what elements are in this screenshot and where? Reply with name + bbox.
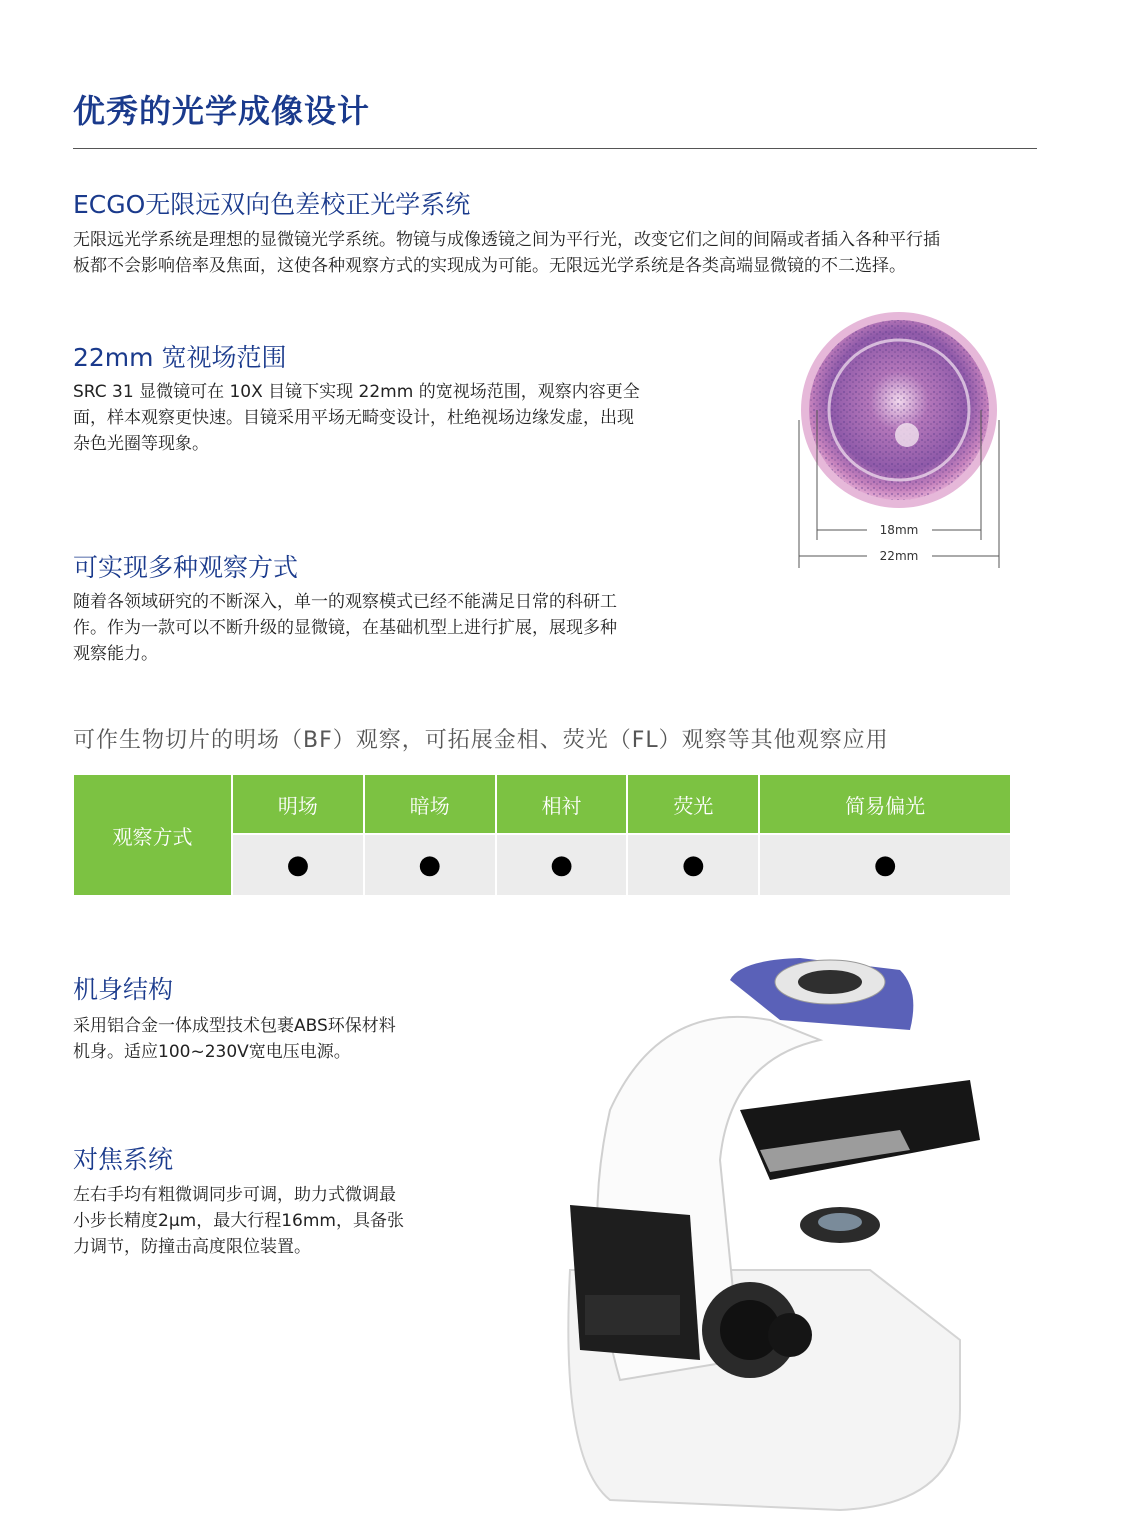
column-header: 明场: [232, 774, 364, 834]
observation-caption: 可作生物切片的明场（BF）观察，可拓展金相、荧光（FL）观察等其他观察应用: [73, 728, 889, 753]
section-heading-focus: 对焦系统: [73, 1145, 174, 1174]
inner-diameter-label: 18mm: [879, 523, 919, 537]
column-header: 暗场: [364, 774, 496, 834]
section-body-optics: [73, 227, 1053, 279]
body-line: 小步长精度2μm，最大行程16mm，具备张: [73, 1211, 404, 1231]
outer-diameter-label: 22mm: [879, 549, 919, 563]
body-line: 采用铝合金一体成型技术包裹ABS环保材料: [73, 1016, 396, 1036]
column-header: 简易偏光: [759, 774, 1011, 834]
section-heading-modes: 可实现多种观察方式: [73, 553, 299, 582]
section-body-modes: [73, 589, 713, 667]
title-divider: [73, 148, 1037, 149]
section-body-field: [73, 379, 713, 457]
supported-mark: ●: [627, 834, 759, 896]
section-heading-optics: ECGO无限远双向色差校正光学系统: [73, 190, 471, 219]
page-title: 优秀的光学成像设计: [73, 92, 371, 130]
body-line: 机身。适应100~230V宽电压电源。: [73, 1042, 351, 1062]
body-line: SRC 31 显微镜可在 10X 目镜下实现 22mm 的宽视场范围，观察内容更全: [73, 382, 640, 402]
body-line: 无限远光学系统是理想的显微镜光学系统。物镜与成像透镜之间为平行光，改变它们之间的间隔或者插入各种平行插: [73, 230, 940, 250]
microscope-image: [540, 940, 1000, 1520]
body-line: 随着各领域研究的不断深入，单一的观察模式已经不能满足日常的科研工: [73, 592, 617, 612]
supported-mark: ●: [496, 834, 628, 896]
body-line: 观察能力。: [73, 644, 158, 664]
body-line: 面，样本观察更快速。目镜采用平场无畸变设计，杜绝视场边缘发虚，出现: [73, 408, 634, 428]
body-line: 杂色光圈等现象。: [73, 434, 209, 454]
section-body-body: [73, 1013, 493, 1065]
body-line: 左右手均有粗微调同步可调，助力式微调最: [73, 1185, 396, 1205]
supported-mark: ●: [364, 834, 496, 896]
observation-table: [72, 773, 1012, 897]
supported-mark: ●: [232, 834, 364, 896]
body-line: 作。作为一款可以不断升级的显微镜，在基础机型上进行扩展，展现多种: [73, 618, 617, 638]
observation-row-label: 观察方式: [73, 774, 232, 896]
column-header: 荧光: [627, 774, 759, 834]
section-heading-field: 22mm 宽视场范围: [73, 343, 287, 372]
section-body-focus: [73, 1182, 493, 1260]
supported-mark: ●: [759, 834, 1011, 896]
column-header: 相衬: [496, 774, 628, 834]
field-of-view-figure: [782, 300, 1017, 590]
body-line: 板都不会影响倍率及焦面，这使各种观察方式的实现成为可能。无限远光学系统是各类高端显微镜的不二选择。: [73, 256, 906, 276]
section-heading-body: 机身结构: [73, 975, 174, 1004]
body-line: 力调节，防撞击高度限位装置。: [73, 1237, 311, 1257]
